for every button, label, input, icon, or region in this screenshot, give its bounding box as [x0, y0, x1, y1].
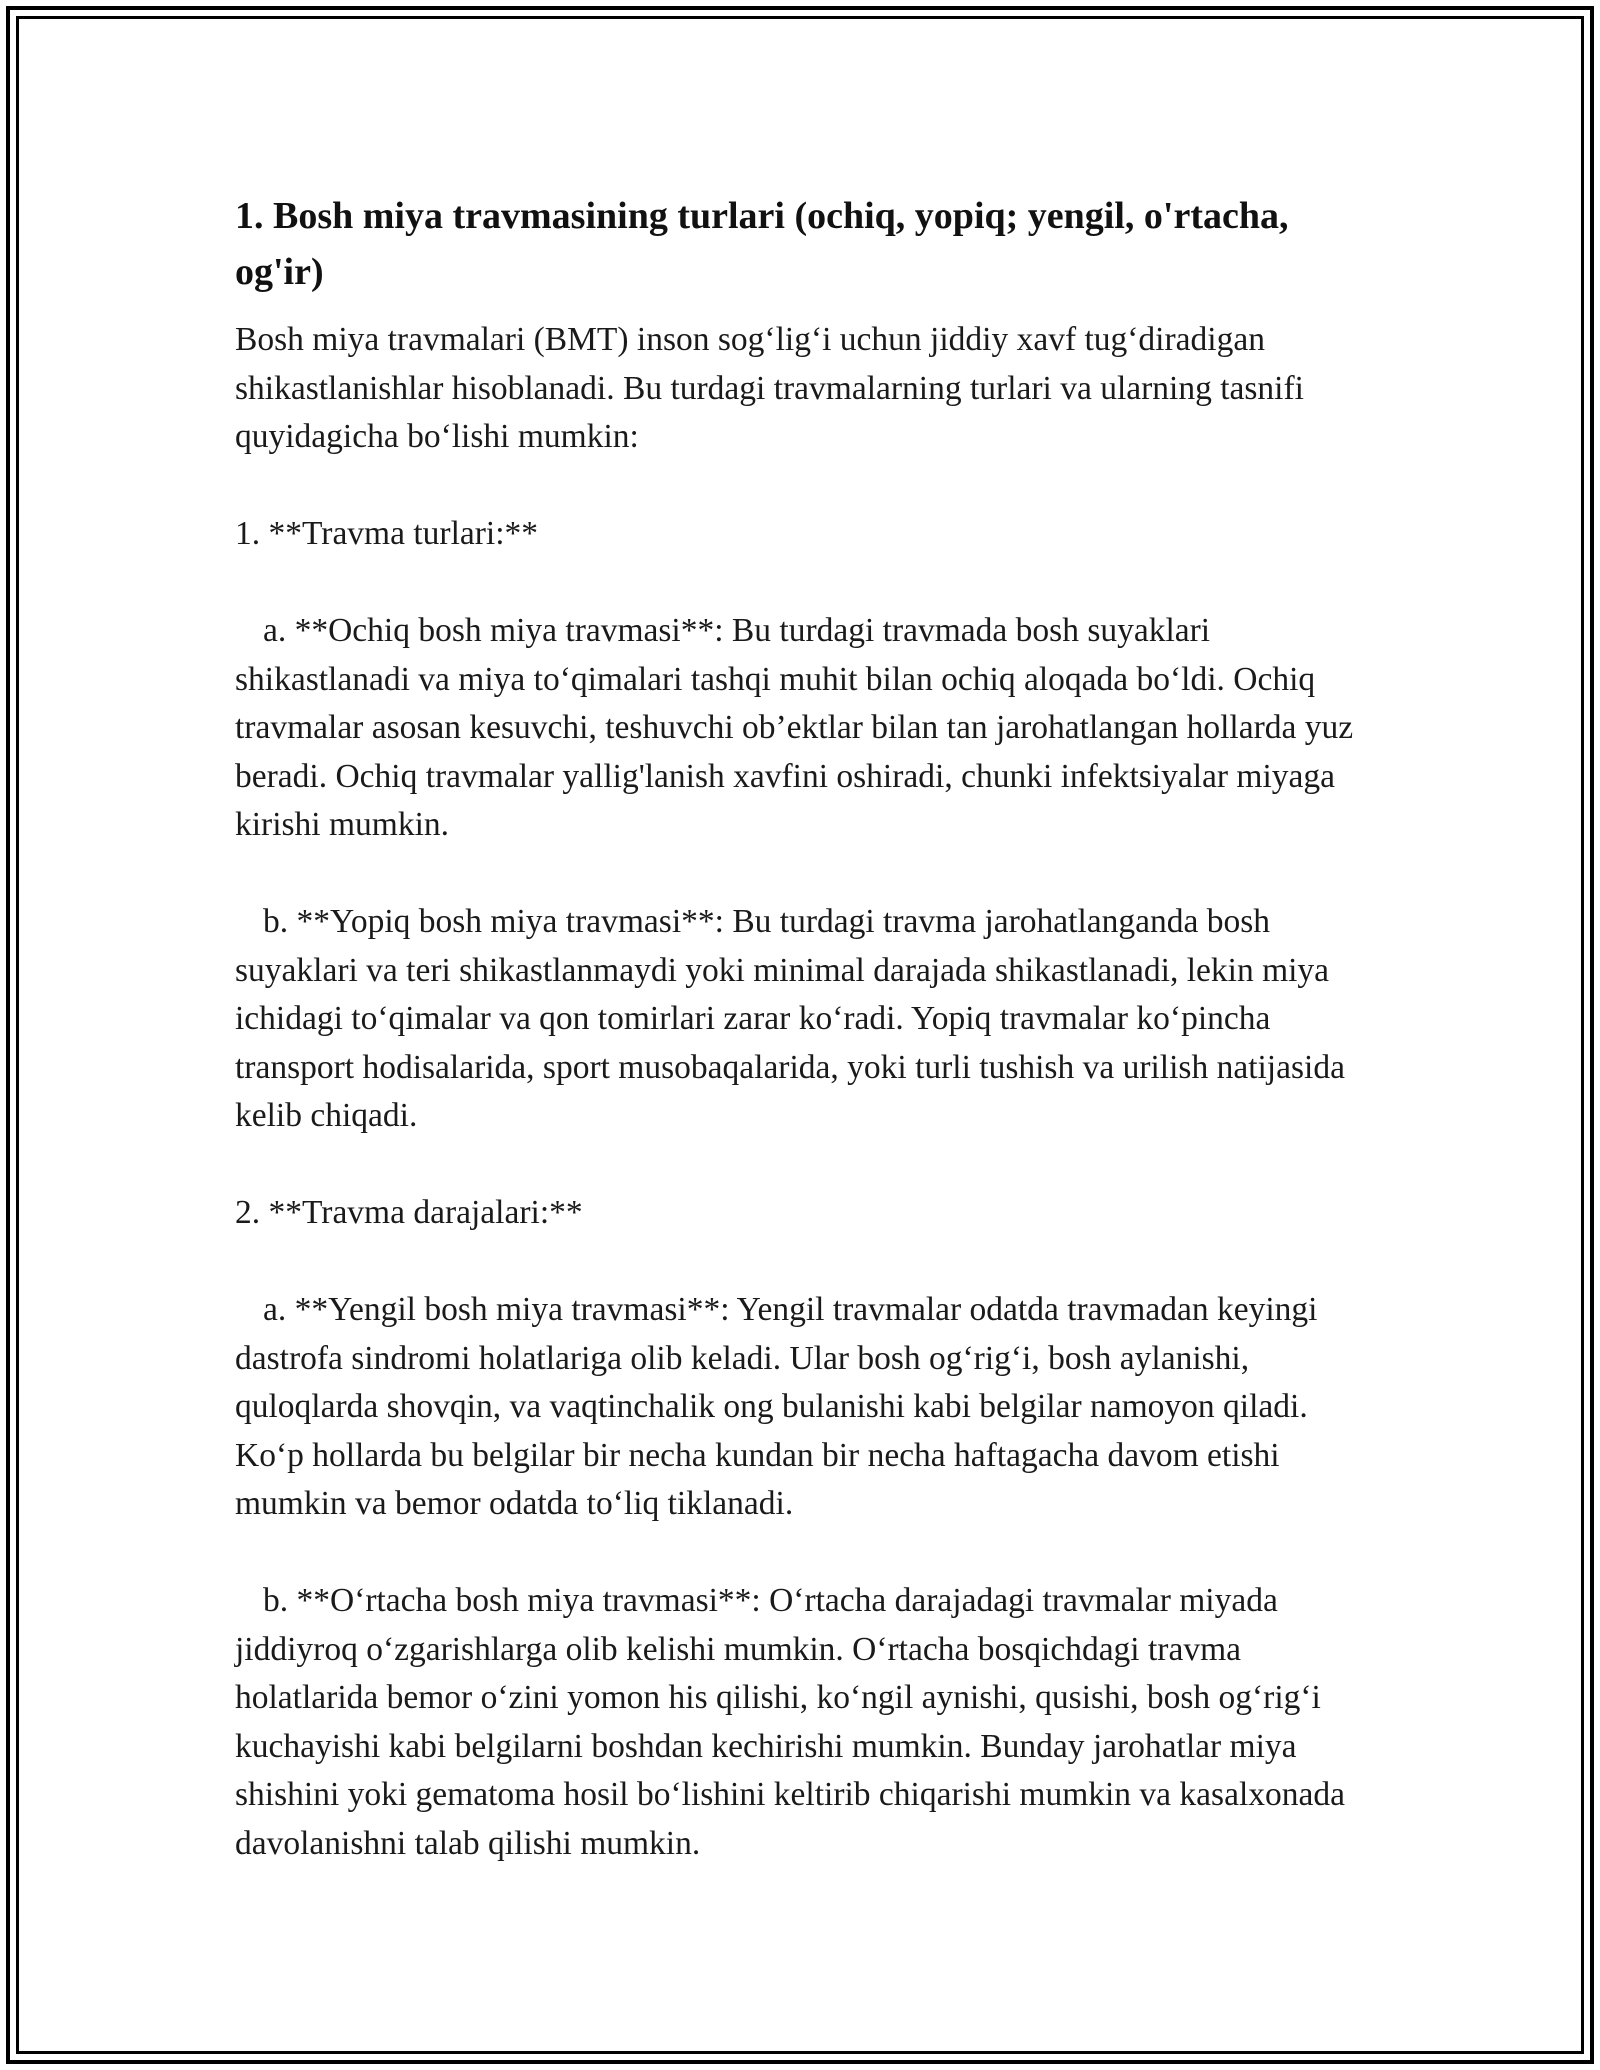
- document-body: [235, 188, 1375, 1917]
- paragraph-ochiq-travma: a. **Ochiq bosh miya travmasi**: Bu turdagi travmada bosh suyaklari shikastlanadi va miya to‘qimalari tashqi muhit bilan ochiq aloqada bo‘ldi. Ochiq travmalar asosan kesuvchi, teshuvchi ob’ektlar bilan tan jarohatlangan hollarda yuz beradi. Ochiq travmalar yallig'lanish xavfini oshiradi, chunki infektsiyalar miyaga kirishi mumkin.: [235, 612, 1354, 843]
- list-item-travma-turlari: 1. **Travma turlari:**: [235, 515, 539, 552]
- intro-paragraph: Bosh miya travmalari (BMT) inson sog‘lig‘i uchun jiddiy xavf tug‘diradigan shikastlanishlar hisoblanadi. Bu turdagi travmalarning turlari va ularning tasnifi quyidagicha bo‘lishi mumkin:: [235, 321, 1304, 455]
- list-item-travma-darajalari: 2. **Travma darajalari:**: [235, 1194, 583, 1231]
- paragraph-ortacha-travma: b. **O‘rtacha bosh miya travmasi**: O‘rtacha darajadagi travmalar miyada jiddiyroq o‘zgarishlarga olib kelishi mumkin. O‘rtacha bosqichdagi travma holatlarida bemor o‘zini yomon his qilishi, ko‘ngil aynishi, qusishi, bosh og‘rig‘i kuchayishi kabi belgilarni boshdan kechirishi mumkin. Bunday jarohatlar miya shishini yoki gematoma hosil bo‘lishini keltirib chiqarishi mumkin va kasalxonada davolanishni talab qilishi mumkin.: [235, 1582, 1345, 1862]
- section-heading: 1. Bosh miya travmasining turlari (ochiq, yopiq; yengil, o'rtacha, og'ir): [235, 195, 1289, 293]
- paragraph-yengil-travma: a. **Yengil bosh miya travmasi**: Yengil travmalar odatda travmadan keyingi dastrofa sindromi holatlariga olib keladi. Ular bosh og‘rig‘i, bosh aylanishi, quloqlarda shovqin, va vaqtinchalik ong bulanishi kabi belgilar namoyon qiladi. Ko‘p hollarda bu belgilar bir necha kundan bir necha haftagacha davom etishi mumkin va bemor odatda to‘liq tiklanadi.: [235, 1291, 1318, 1522]
- paragraph-yopiq-travma: b. **Yopiq bosh miya travmasi**: Bu turdagi travma jarohatlanganda bosh suyaklari va teri shikastlanmaydi yoki minimal darajada shikastlanadi, lekin miya ichidagi to‘qimalar va qon tomirlari zarar ko‘radi. Yopiq travmalar ko‘pincha transport hodisalarida, sport musobaqalarida, yoki turli tushish va urilish natijasida kelib chiqadi.: [235, 903, 1345, 1134]
